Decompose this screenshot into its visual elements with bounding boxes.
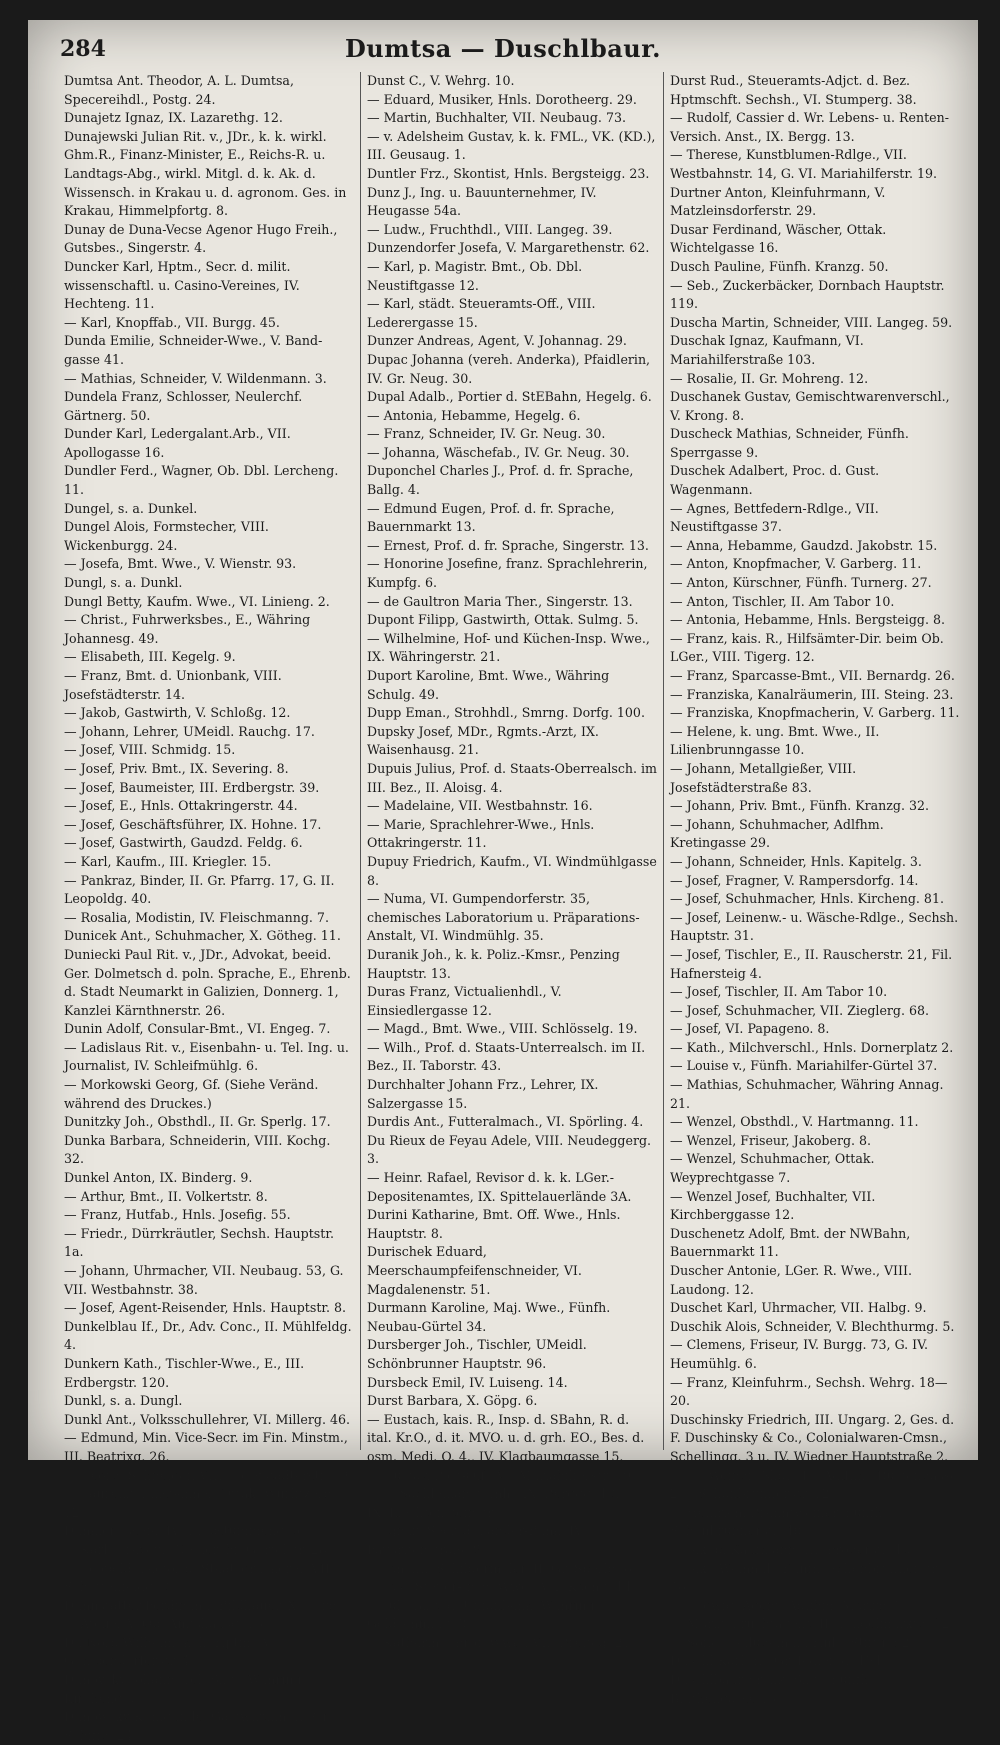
directory-entry: Duschek Adalbert, Proc. d. Gust. Wagenmann. (670, 463, 880, 498)
directory-entry: — Josef, Geschäftsführer, IX. Hohne. 17. (64, 816, 322, 832)
directory-entry: — Ludw., Fruchthdl., VIII. Langeg. 39. (367, 221, 613, 237)
directory-entry: — Rosalia, Modistin, IV. Fleischmanng. 7. (64, 909, 329, 925)
directory-entry: — Mathias, Schneider, V. Wildenmann. 3. (64, 370, 327, 386)
directory-entry: — Jakob, Gastwirth, V. Schloßg. 12. (64, 705, 291, 721)
directory-entry: — Christ., Fuhrwerksbes., E., Währing Johannesg. 49. (64, 612, 311, 646)
directory-entry: Dungl Betty, Kaufm. Wwe., VI. Linieng. 2. (64, 593, 330, 609)
directory-entry: — Wenzel, Friseur, Jakoberg. 8. (670, 1132, 872, 1148)
directory-entry: Durst Rud., Steueramts-Adjct. d. Bez. Hptmschft. Sechsh., VI. Stumperg. 38. (670, 73, 917, 107)
directory-entry: Dunkler Josefa, IV. Taubstummeng. 5. (64, 1523, 305, 1539)
directory-entry: Duponchel Charles J., Prof. d. fr. Sprache, Ballg. 4. (367, 463, 634, 498)
directory-entry: — Jul., Bmt. d. Unionbank, Währing Goldschmidg. 3. (367, 1597, 595, 1632)
directory-entry: — Josef, VIII. Schmidg. 15. (64, 742, 236, 758)
directory-entry: — Laurenz, Einspänner, Ottak. Wurlitzerg. 12. (64, 1486, 336, 1520)
directory-entry: Duranik Joh., k. k. Poliz.-Kmsr., Penzing Hauptstr. 13. (367, 946, 620, 981)
directory-columns (58, 72, 966, 1743)
directory-entry: Dunda Emilie, Schneider-Wwe., V. Band-gasse 41. (64, 333, 323, 367)
directory-entry: Dundler Ferd., Wagner, Ob. Dbl. Lercheng. 11. (64, 463, 339, 498)
directory-entry: — Franziska, Kanalräumerin, III. Steing. 23. (670, 686, 954, 702)
directory-entry: — Johann, Schuhmacher, Adlfhm. Kretingasse 29. (670, 816, 884, 851)
directory-entry: — Jakob, Kaufmann, III. Progerstr. 10. (670, 1541, 915, 1557)
directory-entry: Durchhalter Johann Frz., Lehrer, IX. Salzergasse 15. (367, 1077, 599, 1111)
directory-entry: — Johanna, Wäschefab., IV. Gr. Neug. 30. (367, 444, 630, 460)
directory-entry: — Anton, Knopfmacher, V. Garberg. 11. (670, 556, 922, 572)
directory-entry: — Josef, VI. Papageno. 8. (670, 1021, 830, 1037)
directory-entry: Duschlbaur Franz, Bmt., Fünfh. Blüthengasse 13. (670, 1672, 873, 1706)
directory-entry: Dupac Johanna (vereh. Anderka), Pfaidlerin, IV. Gr. Neug. 30. (367, 351, 651, 386)
directory-entry: — Josef, E., Hnls. Ottakringerstr. 44. (64, 798, 298, 814)
directory-entry: — Josef, Tischler, II. Am Tabor 10. (670, 984, 888, 1000)
directory-entry: Dunkern Kath., Tischler-Wwe., E., III. Erdbergstr. 120. (64, 1355, 305, 1390)
directory-entry: — Johann, Priv. Bmt., Fünfh. Kranzg. 32. (670, 798, 930, 814)
directory-entry: Dunz J., Ing. u. Bauunternehmer, IV. Heugasse 54a. (367, 184, 597, 219)
directory-entry: — Leopold, Factor d. Staatsdruckerei, VII. Schottenfeldg. 3. (64, 1560, 335, 1595)
directory-entry: Dumtsa Ant. Theodor, A. L. Dumtsa, Specereihdl., Postg. 24. (64, 73, 294, 107)
directory-entry: — Anna, Hebamme, Gaudzd. Jakobstr. 15. (670, 537, 938, 553)
column-1 (58, 72, 361, 1743)
directory-entry: Dupal Adalb., Portier d. StEBahn, Hegelg. 6. (367, 389, 652, 405)
directory-entry: — Karl, Graveur, Neulerchf. Gürtelstr. 28. (64, 1541, 331, 1557)
directory-entry: — J., Sackleihanst. Inh., IX. Berggg. 13, G. IX. Liechtensteinstr. 3. (367, 1486, 637, 1520)
directory-entry: Durdis Ant., Futteralmach., VI. Spörling. 4. (367, 1114, 644, 1130)
directory-entry: — Kath., Milchverschl., Hnls. Dornerplatz 2. (670, 1039, 954, 1055)
directory-entry: — Antonia, Hebamme, Hnls. Bergsteigg. 8. (670, 612, 945, 628)
directory-entry: — Rosalie, II. Gr. Mohreng. 12. (670, 370, 869, 386)
directory-entry: — Madelaine, VII. Westbahnstr. 16. (367, 798, 593, 814)
directory-entry: — Josef, Schuhmacher, Hnls. Kircheng. 81. (670, 891, 944, 907)
directory-entry: — Agnes, Bettfedern-Rdlge., VII. Neustiftgasse 37. (670, 500, 879, 535)
directory-entry: Durischek Eduard, Meerschaumpfeifenschneider, VI. Magdalenenstr. 51. (367, 1244, 582, 1297)
directory-entry: — Karl, p. Magistr. Bmt., Ob. Dbl. Neustiftgasse 12. (367, 258, 583, 293)
directory-entry: — Pankraz, Binder, II. Gr. Pfarrg. 17, G. II. Leopoldg. 40. (64, 872, 335, 907)
directory-entry: Dunay de Duna-Vecse Agenor Hugo Freih., Gutsbes., Singerstr. 4. (64, 221, 338, 256)
directory-entry: Dunajewski Julian Rit. v., JDr., k. k. wirkl. Ghm.R., Finanz-Minister, E., Reichs-R. u. Landtags-Abg., wirkl. Mitgl. d. k. Ak. d. Wissensch. in Krakau u. d. agronom. Ges. in Krakau, Himmelpfortg. 8. (64, 128, 347, 219)
directory-entry: — G., Weingroßhdl., E., Adlfhm. Rustengasse 2 u. Schönbrunnerstr. 12. (670, 1467, 958, 1502)
directory-entry: — Josefa, Bmt. Wwe., V. Wienstr. 93. (64, 556, 297, 572)
directory-entry: — Franz, Kleinfuhrm., Sechsh. Wehrg. 18—20. (670, 1374, 948, 1409)
directory-entry: — Wenzel, Schuhmacher, Ottak. Weyprechtgasse 7. (670, 1151, 875, 1186)
directory-entry: — Ernest, Prof. d. fr. Sprache, Singerstr. 13. (367, 537, 649, 553)
column-3 (664, 72, 966, 1706)
directory-entry: Dungl, s. a. Dunkl. (64, 575, 183, 591)
directory-entry: Dunovsky Johann, Tel. Bmt., Währing Kircheng. 6. (64, 1672, 302, 1706)
directory-entry: Dungel, s. a. Dunkel. (64, 500, 198, 516)
directory-entry: — Wenzel, Obsthdl., V. Hartmanng. 11. (670, 1114, 919, 1130)
directory-entry: — Moriz, Fruchtagent, II. Tandelmarktg. 12. (670, 1616, 954, 1632)
directory-entry: — Ignaz, Secr. d. Länder-Bank, IV. Favoritenstraße 8. (367, 1523, 585, 1557)
directory-entry: — Morkowski Georg, Gf. (Siehe Veränd. während des Druckes.) (64, 1077, 319, 1111)
directory-entry: Dunkel Anton, IX. Binderg. 9. (64, 1170, 253, 1186)
directory-entry: Dunkl, s. a. Dungl. (64, 1393, 183, 1409)
directory-entry: Dupsky Josef, MDr., Rgmts.-Arzt, IX. Waisenhausg. 21. (367, 723, 599, 758)
directory-entry: Dunder Karl, Ledergalant.Arb., VII. Apollogasse 16. (64, 426, 291, 460)
directory-entry: — Eduard, Musiker, Hnls. Dorotheerg. 29. (367, 91, 637, 107)
directory-entry: — Josef, Tischler, E., II. Rauscherstr. 21, Fil. Hafnersteig 4. (670, 946, 953, 981)
directory-entry: — Anton, Kürschner, Fünfh. Turnerg. 27. (670, 575, 932, 591)
directory-entry: — Eustach, kais. R., Insp. d. SBahn, R. d. ital. Kr.O., d. it. MVO. u. d. grh. EO., Bes. d. osm. Medj. O. 4., IV. Klagbaumgasse 15. (367, 1411, 645, 1464)
directory-entry: Durst Barbara, X. Göpg. 6. (367, 1393, 538, 1409)
directory-entry: — Honorine Josefine, franz. Sprachlehrerin, Kumpfg. 6. (367, 556, 648, 591)
directory-entry: Duniecki Paul Rit. v., JDr., Advokat, beeid. Ger. Dolmetsch d. poln. Sprache, E., Ehrenb. d. Stadt Neumarkt in Galizien, Donnerg. 1, Kanzlei Kärnthnerstr. 26. (64, 946, 351, 1018)
directory-entry: Dupp Eman., Strohhdl., Smrng. Dorfg. 100. (367, 705, 645, 721)
directory-entry: — Ludwig, Agent, Adlfhm. Morizg. 7. (670, 1597, 907, 1613)
directory-entry: — Jak., Weinhdl., Fünfh. Schönbrunnerstr. 48. (670, 1560, 940, 1595)
directory-entry: Dusar Ferdinand, Wäscher, Ottak. Wichtelgasse 16. (670, 221, 887, 256)
directory-entry: — Georg, Schneider, VIII. Josefstädterstr. 79. (64, 1467, 353, 1483)
directory-entry: Dursberger Joh., Tischler, UMeidl. Schönbrunner Hauptstr. 96. (367, 1337, 587, 1371)
directory-entry: Dunzer Andreas, Agent, V. Johannag. 29. (367, 333, 627, 349)
directory-entry: — Johann, Metallgießer, VIII. Josefstädterstraße 83. (670, 760, 857, 795)
directory-entry: Duschanek Gustav, Gemischtwarenverschl., V. Krong. 8. (670, 389, 950, 423)
directory-entry: Duscha Martin, Schneider, VIII. Langeg. 59. (670, 314, 953, 330)
directory-entry: — Louise v., Fünfh. Mariahilfer-Gürtel 37. (670, 1058, 938, 1074)
directory-page (28, 20, 978, 1743)
directory-entry: Duschinsky Friedrich, III. Ungarg. 2, Ges. d. F. Duschinsky & Co., Colonialwaren-Cmsn., Schellingg. 3 u. IV. Wiedner Hauptstraße 2. (670, 1411, 955, 1464)
directory-entry: — Helene, k. ung. Bmt. Wwe., II. Lilienbrunngasse 10. (670, 723, 880, 758)
directory-entry: — Jos., Steuer-Insp. Wwe., VII. Kochg. 14. (367, 1579, 636, 1595)
directory-entry: Dunnstätter Ferdinand, Bildhauer, X. Gözg. 7, Atelier V. Ob. Amtshausg. 15. (64, 1597, 341, 1632)
directory-entry: — Johann, Schildermaler, II. Gr. Sperlg. 8. (367, 1560, 636, 1576)
directory-entry: — Franz, Hutfab., Hnls. Josefig. 55. (64, 1207, 291, 1223)
directory-entry: — Magd., Bmt. Wwe., VIII. Schlösselg. 19. (367, 1021, 638, 1037)
directory-entry: Duschak Ignaz, Kaufmann, VI. Mariahilferstraße 103. (670, 333, 864, 367)
directory-entry: — Wilh., Prof. d. Staats-Unterrealsch. im II. Bez., II. Taborstr. 43. (367, 1039, 646, 1074)
directory-entry: Dunkelblau If., Dr., Adv. Conc., II. Mühlfeldg. 4. (64, 1318, 352, 1353)
directory-entry: Dupuis Julius, Prof. d. Staats-Oberrealsch. im III. Bez., II. Aloisg. 4. (367, 760, 657, 795)
directory-entry: — Sofie, Geflügelhdl., Hnls. Stiftg. 62. (670, 1634, 914, 1650)
directory-entry: — Josef, Fragner, V. Rampersdorfg. 14. (670, 872, 919, 888)
directory-entry: — Josef, Schuhmacher, VII. Zieglerg. 68. (670, 1002, 930, 1018)
directory-entry: Dunst C., V. Wehrg. 10. (367, 73, 515, 88)
directory-entry: — Josef, Gastwirth, Gaudzd. Feldg. 6. (64, 835, 303, 851)
directory-entry: — Karl, Kaufm., III. Kriegler. 15. (64, 853, 272, 869)
directory-entry: — Johann, Uhrmacher, VII. Neubaug. 53, G. VII. Westbahnstr. 38. (64, 1263, 344, 1297)
directory-entry: — Franz, Bmt. d. Unionbank, VIII. Josefstädterstr. 14. (64, 668, 282, 702)
directory-entry: Duncker Karl, Hptm., Secr. d. milit. wissenschaftl. u. Casino-Vereines, IV. Hechteng. 11. (64, 258, 300, 312)
directory-entry: — Franziska, Knopfmacherin, V. Garberg. 11. (670, 705, 960, 721)
column-2 (361, 72, 664, 1650)
directory-entry: — Anton, Tischler, II. Am Tabor 10. (670, 593, 895, 609)
directory-entry: Dunicek Ant., Schuhmacher, X. Götheg. 11. (64, 928, 341, 944)
directory-entry: Duras Franz, Victualienhdl., V. Einsiedlergasse 12. (367, 984, 562, 1018)
directory-entry: Dungel Alois, Formstecher, VIII. Wickenburgg. 24. (64, 519, 269, 553)
directory-entry: — Edmund Eugen, Prof. d. fr. Sprache, Bauernmarkt 13. (367, 500, 615, 535)
directory-entry: — Therese, Kunstblumen-Rdlge., VII. Westbahnstr. 14, G. VI. Mariahilferstr. 19. (670, 147, 938, 181)
directory-entry: Duschet Karl, Uhrmacher, VII. Halbg. 9. (670, 1300, 927, 1316)
directory-entry: — Franz, Schneider, IV. Gr. Neug. 30. (367, 426, 606, 442)
directory-entry: Duschenetz Adolf, Bmt. der NWBahn, Bauernmarkt 11. (670, 1225, 911, 1260)
directory-entry: — Heinr. Rafael, Revisor d. k. k. LGer.-Depositenamtes, IX. Spittelauerlände 3A. (367, 1170, 632, 1204)
directory-entry: Dursbeck Emil, IV. Luiseng. 14. (367, 1374, 568, 1390)
directory-entry: Dunzendorfer Josefa, V. Margarethenstr. 62. (367, 240, 650, 256)
directory-entry: — Edmund, Min. Vice-Secr. im Fin. Minstm., III. Beatrixg. 26. (64, 1430, 348, 1464)
directory-entry: Dunin Adolf, Consular-Bmt., VI. Engeg. 7. (64, 1021, 331, 1037)
directory-entry: — Seb., Zuckerbäcker, Dornbach Hauptstr. 119. (670, 277, 945, 312)
directory-entry: — Mathias, Schuhmacher, Währing Annag. 21. (670, 1077, 944, 1111)
directory-entry: Dundela Franz, Schlosser, Neulerchf. Gärtnerg. 50. (64, 389, 303, 423)
directory-entry: Dupont Filipp, Gastwirth, Ottak. Sulmg. 5. (367, 612, 639, 628)
page-header (28, 20, 978, 80)
directory-entry: — Elisabeth, III. Kegelg. 9. (64, 649, 236, 665)
directory-entry: — Gustav, Post-Off., VI. Mariahilferstr. 19. (367, 1467, 636, 1483)
directory-entry: — Josef, Agent-Reisender, Hnls. Hauptstr. 8. (64, 1300, 347, 1316)
directory-entry: Duschl Karl, E., Gr. Jedlersd. 154. (670, 1653, 886, 1669)
directory-entry: — Wilhelmine, Hof- und Küchen-Insp. Wwe., IX. Währingerstr. 21. (367, 630, 650, 665)
directory-entry: Durmann Karoline, Maj. Wwe., Fünfh. Neubau-Gürtel 34. (367, 1300, 611, 1334)
directory-entry: — Friedr., Dürrkräutler, Sechsh. Hauptstr. 1a. (64, 1225, 334, 1260)
directory-entry: — Franz, kais. R., Hilfsämter-Dir. beim Ob. LGer., VIII. Tigerg. 12. (670, 630, 944, 665)
directory-entry: — v. Adelsheim Gustav, k. k. FML., VK. (KD.), III. Geusaug. 1. (367, 128, 656, 163)
directory-entry: — Josef, Leinenw.- u. Wäsche-Rdlge., Sechsh. Hauptstr. 31. (670, 909, 959, 944)
directory-entry: — Ladislaus Rit. v., Eisenbahn- u. Tel. Ing. u. Journalist, IV. Schleifmühlg. 6. (64, 1039, 349, 1074)
directory-entry: — Karl, Knopffab., VII. Burgg. 45. (64, 314, 280, 330)
directory-entry: Dunowsky Kunigunde, Gastwirthin, II. Gr. Schiffg. 24. (64, 1709, 331, 1743)
directory-entry: — Wenzel Josef, Buchhalter, VII. Kirchberggasse 12. (670, 1188, 876, 1223)
directory-entry: Durtner Anton, Kleinfuhrmann, V. Matzleinsdorferstr. 29. (670, 184, 886, 219)
directory-entry: — Marie, Sprachlehrer-Wwe., Hnls. Ottakringerstr. 11. (367, 816, 595, 851)
running-head: Dumtsa — Duschlbaur. (344, 34, 662, 63)
directory-entry: — Numa, VI. Gumpendorferstr. 35, chemisches Laboratorium u. Präparations-Anstalt, VI. Windmühlg. 35. (367, 891, 640, 944)
directory-entry: — Heinrich, Branntweiner, Fünfh. Schönbrunnerstr. 48. (670, 1504, 887, 1539)
page-number: 284 (60, 36, 106, 62)
directory-entry: Dunka Barbara, Schneiderin, VIII. Kochg. 32. (64, 1132, 331, 1167)
directory-entry: Duschik Alois, Schneider, V. Blechthurmg. 5. (670, 1318, 955, 1334)
directory-entry: — Franz, Sparcasse-Bmt., VII. Bernardg. 26. (670, 668, 955, 683)
directory-entry: — Antonia, Hebamme, Hegelg. 6. (367, 407, 581, 423)
directory-entry: — Clemens, Friseur, IV. Burgg. 73, G. IV. Heumühlg. 6. (670, 1337, 929, 1371)
directory-entry: Dusch Pauline, Fünfh. Kranzg. 50. (670, 258, 889, 274)
directory-entry: Duntler Frz., Skontist, Hnls. Bergsteigg. 23. (367, 165, 650, 181)
directory-entry: — Johann, Lehrer, UMeidl. Rauchg. 17. (64, 723, 315, 739)
directory-entry: — Martin, Buchhalter, VII. Neubaug. 73. (367, 110, 626, 126)
directory-entry: — Arthur, Bmt., II. Volkertstr. 8. (64, 1188, 268, 1204)
directory-entry: Duscheck Mathias, Schneider, Fünfh. Sperrgasse 9. (670, 426, 909, 460)
directory-entry: Dunkl Ant., Volksschullehrer, VI. Millerg. 46. (64, 1411, 350, 1427)
directory-entry: Dunitzky Joh., Obsthdl., II. Gr. Sperlg. 17. (64, 1114, 331, 1130)
directory-entry: Du Rieux de Feyau Adele, VIII. Neudeggerg. 3. (367, 1132, 652, 1167)
directory-entry: Dunajetz Ignaz, IX. Lazarethg. 12. (64, 110, 283, 126)
directory-entry: Dupuy Friedrich, Kaufm., VI. Windmühlgasse 8. (367, 853, 657, 888)
directory-entry: Durini Katharine, Bmt. Off. Wwe., Hnls. Hauptstr. 8. (367, 1207, 621, 1241)
directory-entry: — Josef, Baumeister, III. Erdbergstr. 39. (64, 779, 320, 795)
directory-entry: — Josef, Priv. Bmt., IX. Severing. 8. (64, 760, 289, 776)
directory-entry: — de Gaultron Maria Ther., Singerstr. 13. (367, 593, 633, 609)
directory-entry: — Rudolf, Cassier d. Wr. Lebens- u. Renten-Versich. Anst., IX. Bergg. 13. (670, 110, 949, 144)
directory-entry: — Johann, Schneider, Hnls. Kapitelg. 3. (670, 853, 922, 869)
directory-entry: Duscher Antonie, LGer. R. Wwe., VIII. Laudong. 12. (670, 1263, 912, 1297)
directory-entry: — Katharina, Prof. Wwe., VII. Breiteg. 21. (367, 1634, 635, 1650)
directory-entry: — Karl, städt. Steueramts-Off., VIII. Lederergasse 15. (367, 296, 596, 330)
directory-entry: Duport Karoline, Bmt. Wwe., Währing Schulg. 49. (367, 668, 610, 702)
directory-entry: Du Nord Wilhelm, k. k. Hptm., VI. Gumpendorferstr. 4. (64, 1634, 281, 1669)
